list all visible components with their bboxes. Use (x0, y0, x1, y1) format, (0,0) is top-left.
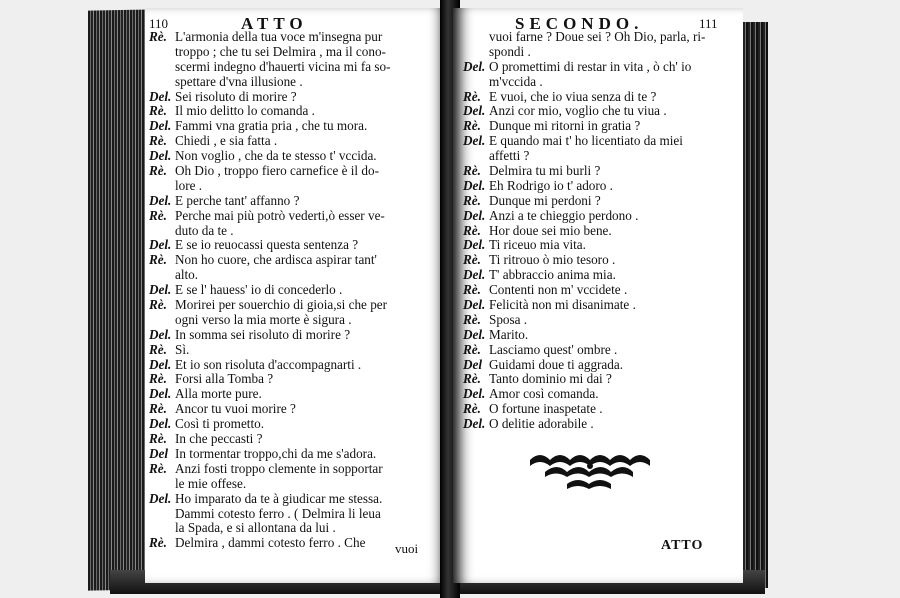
line-text: Oh Dio , troppo fiero carnefice è il do- (175, 163, 379, 179)
text-line (149, 75, 447, 90)
text-line (463, 402, 743, 417)
text-line (149, 45, 447, 60)
text-line (149, 179, 447, 194)
speaker-label: Rè. (149, 297, 167, 313)
text-line (149, 60, 447, 75)
text-line (149, 507, 447, 522)
line-text: E vuoi, che io viua senza di te ? (489, 88, 657, 104)
line-text: le mie offese. (175, 475, 247, 491)
text-line (149, 402, 447, 417)
text-line (463, 149, 743, 164)
text-line (149, 358, 447, 373)
line-text: Ti riceuo mia vita. (489, 237, 586, 253)
speaker-label: Rè. (463, 282, 481, 298)
text-line (463, 313, 743, 328)
text-line (463, 372, 743, 387)
line-text: Sei risoluto di morire ? (175, 88, 297, 104)
line-text: Fammi vna gratia pria , che tu mora. (175, 118, 368, 134)
text-line (149, 492, 447, 507)
speaker-label: Rè. (149, 207, 167, 223)
speaker-label: Del. (463, 177, 486, 193)
text-line (149, 104, 447, 119)
line-text: O promettimi di restar in vita , ò ch' io (489, 58, 692, 74)
right-page-text (463, 30, 743, 432)
right-page-number: 111 (699, 16, 718, 31)
line-text: Perche mai più potrò vederti,ò esser ve- (175, 207, 385, 223)
left-page (145, 8, 447, 583)
speaker-label: Del. (149, 356, 172, 372)
text-line (149, 462, 447, 477)
speaker-label: Rè. (149, 163, 167, 179)
line-text: Alla morte pure. (175, 386, 262, 402)
text-line (463, 209, 743, 224)
fleuron-tailpiece-icon (525, 448, 655, 492)
line-text: Così ti prometto. (175, 416, 265, 432)
text-line (463, 90, 743, 105)
left-catchword: vuoi (395, 541, 419, 556)
line-text: troppo ; che tu sei Delmira , ma il cono- (175, 43, 386, 59)
line-text: m'vccida . (489, 73, 543, 89)
speaker-label: Del. (463, 103, 486, 119)
text-line (149, 134, 447, 149)
line-text: Chiedi , e sia fatta . (175, 133, 278, 149)
text-line (149, 343, 447, 358)
speaker-label: Del. (463, 58, 486, 74)
speaker-label: Del. (463, 386, 486, 402)
text-line (463, 164, 743, 179)
text-line (149, 119, 447, 134)
speaker-label: Del. (149, 118, 172, 134)
speaker-label: Del. (463, 133, 486, 149)
line-text: L'armonia della tua voce m'insegna pur (175, 29, 383, 44)
line-text: In che peccasti ? (175, 431, 263, 447)
text-line (463, 268, 743, 283)
text-line (463, 194, 743, 209)
text-line (463, 417, 743, 432)
speaker-label: Rè. (463, 252, 481, 268)
line-text: E se l' hauess' io di concederlo . (175, 282, 343, 298)
line-text: duto da te . (175, 222, 234, 238)
line-text: lore . (175, 177, 203, 193)
text-line (463, 253, 743, 268)
speaker-label: Del (149, 445, 169, 461)
line-text: Dunque mi perdoni ? (489, 192, 601, 208)
line-text: Guidami doue ti aggrada. (489, 356, 624, 372)
speaker-label: Rè. (149, 103, 167, 119)
speaker-label: Del. (149, 148, 172, 164)
text-line (463, 179, 743, 194)
speaker-label: Rè. (149, 252, 167, 268)
speaker-label: Rè. (463, 401, 481, 417)
text-line (149, 387, 447, 402)
text-line (463, 104, 743, 119)
text-line (463, 45, 743, 60)
text-line (463, 119, 743, 134)
text-line (149, 268, 447, 283)
speaker-label: Rè. (149, 460, 167, 476)
line-text: Ho imparato da te à giudicar me stessa. (175, 490, 383, 506)
speaker-label: Del. (463, 297, 486, 313)
text-line (463, 238, 743, 253)
text-line (149, 209, 447, 224)
text-line (149, 30, 447, 45)
line-text: Hor doue sei mio bene. (489, 222, 612, 238)
line-text: Forsi alla Tomba ? (175, 371, 274, 387)
line-text: Amor così comanda. (489, 386, 599, 402)
line-text: Sì. (175, 341, 190, 357)
line-text: ogni verso la mia morte è sigura . (175, 311, 352, 327)
line-text: O delitie adorabile . (489, 416, 594, 432)
text-line (149, 90, 447, 105)
text-line (149, 417, 447, 432)
line-text: alto. (175, 267, 199, 283)
text-line (463, 134, 743, 149)
text-line (149, 447, 447, 462)
line-text: Delmira tu mi burli ? (489, 163, 601, 179)
left-page-text (149, 30, 447, 551)
text-line (149, 521, 447, 536)
left-page-number: 110 (149, 16, 169, 31)
text-line (149, 164, 447, 179)
line-text: Anzi a te chieggio perdono . (489, 207, 639, 223)
line-text: Non ho cuore, che ardisca aspirar tant' (175, 252, 377, 268)
text-line (149, 477, 447, 492)
text-line (463, 60, 743, 75)
speaker-label: Rè. (149, 535, 167, 551)
line-text: Non voglio , che da te stesso t' vccida. (175, 148, 377, 164)
speaker-label: Rè. (463, 371, 481, 387)
line-text: Anzi fosti troppo clemente in sopportar (175, 460, 383, 476)
speaker-label: Rè. (463, 341, 481, 357)
text-line (149, 149, 447, 164)
line-text: Ancor tu vuoi morire ? (175, 401, 296, 417)
speaker-label: Rè. (149, 341, 167, 357)
speaker-label: Del. (149, 282, 172, 298)
speaker-label: Del. (149, 88, 172, 104)
text-line (149, 298, 447, 313)
speaker-label: Del. (149, 192, 172, 208)
text-line (149, 328, 447, 343)
speaker-label: Rè. (463, 88, 481, 104)
line-text: O fortune inaspetate . (489, 401, 603, 417)
line-text: Sposa . (489, 311, 528, 327)
text-line (463, 343, 743, 358)
left-page-header: ATTO (241, 14, 308, 33)
text-line (149, 238, 447, 253)
line-text: Contenti non m' vccidete . (489, 282, 628, 298)
line-text: Tanto dominio mi dai ? (489, 371, 612, 387)
line-text: Lasciamo quest' ombre . (489, 341, 618, 357)
speaker-label: Rè. (149, 29, 167, 44)
text-line (463, 75, 743, 90)
speaker-label: Del. (463, 237, 486, 253)
speaker-label: Rè. (463, 311, 481, 327)
line-text: Dunque mi ritorni in gratia ? (489, 118, 641, 134)
line-text: E se io reuocassi questa sentenza ? (175, 237, 359, 253)
speaker-label: Del. (149, 237, 172, 253)
speaker-label: Rè. (149, 431, 167, 447)
line-text: Eh Rodrigo io t' adoro . (489, 177, 613, 193)
line-text: affetti ? (489, 148, 530, 164)
speaker-label: Del. (149, 386, 172, 402)
right-catchword: ATTO (661, 538, 704, 553)
line-text: Il mio delitto lo comanda . (175, 103, 315, 119)
line-text: Delmira , dammi cotesto ferro . Che (175, 535, 366, 551)
text-line (463, 387, 743, 402)
right-page (453, 8, 743, 583)
text-line (149, 224, 447, 239)
line-text: spondi . (489, 43, 531, 59)
speaker-label: Rè. (463, 222, 481, 238)
text-line (463, 30, 743, 45)
line-text: Et io son risoluta d'accompagnarti . (175, 356, 362, 372)
line-text: T' abbraccio anima mia. (489, 267, 616, 283)
text-line (149, 372, 447, 387)
line-text: In somma sei risoluto di morire ? (175, 326, 351, 342)
line-text: Ti ritrouo ò mio tesoro . (489, 252, 616, 268)
speaker-label: Rè. (149, 371, 167, 387)
speaker-label: Rè. (463, 163, 481, 179)
text-line (149, 432, 447, 447)
line-text: In tormentar troppo,chi da me s'adora. (175, 445, 377, 461)
speaker-label: Del. (149, 326, 172, 342)
speaker-label: Del (463, 356, 483, 372)
line-text: Anzi cor mio, voglio che tu viua . (489, 103, 667, 119)
speaker-label: Rè. (463, 192, 481, 208)
line-text: E quando mai t' ho licentiato da miei (489, 133, 683, 149)
text-line (463, 298, 743, 313)
text-line (463, 283, 743, 298)
text-line (463, 328, 743, 343)
line-text: spettare d'vna illusione . (175, 73, 303, 89)
line-text: scermi indegno d'hauerti vicina mi fa so- (175, 58, 391, 74)
speaker-label: Rè. (149, 133, 167, 149)
line-text: Dammi cotesto ferro . ( Delmira li leua (175, 505, 381, 521)
text-line (149, 313, 447, 328)
text-line (463, 224, 743, 239)
text-line (149, 194, 447, 209)
speaker-label: Del. (463, 326, 486, 342)
text-line (149, 283, 447, 298)
speaker-label: Del. (463, 416, 486, 432)
speaker-label: Del. (149, 416, 172, 432)
text-line (463, 358, 743, 373)
line-text: vuoi farne ? Doue sei ? Oh Dio, parla, ri- (489, 29, 706, 44)
line-text: Marito. (489, 326, 529, 342)
speaker-label: Rè. (463, 118, 481, 134)
line-text: Morirei per souerchio di gioia,si che per (175, 297, 388, 313)
line-text: E perche tant' affanno ? (175, 192, 300, 208)
line-text: la Spada, e si allontana da lui . (175, 520, 336, 536)
text-line (149, 253, 447, 268)
speaker-label: Del. (463, 267, 486, 283)
speaker-label: Del. (149, 490, 172, 506)
speaker-label: Rè. (149, 401, 167, 417)
speaker-label: Del. (463, 207, 486, 223)
line-text: Felicità non mi disanimate . (489, 297, 636, 313)
right-page-header: SECONDO. (515, 14, 644, 33)
